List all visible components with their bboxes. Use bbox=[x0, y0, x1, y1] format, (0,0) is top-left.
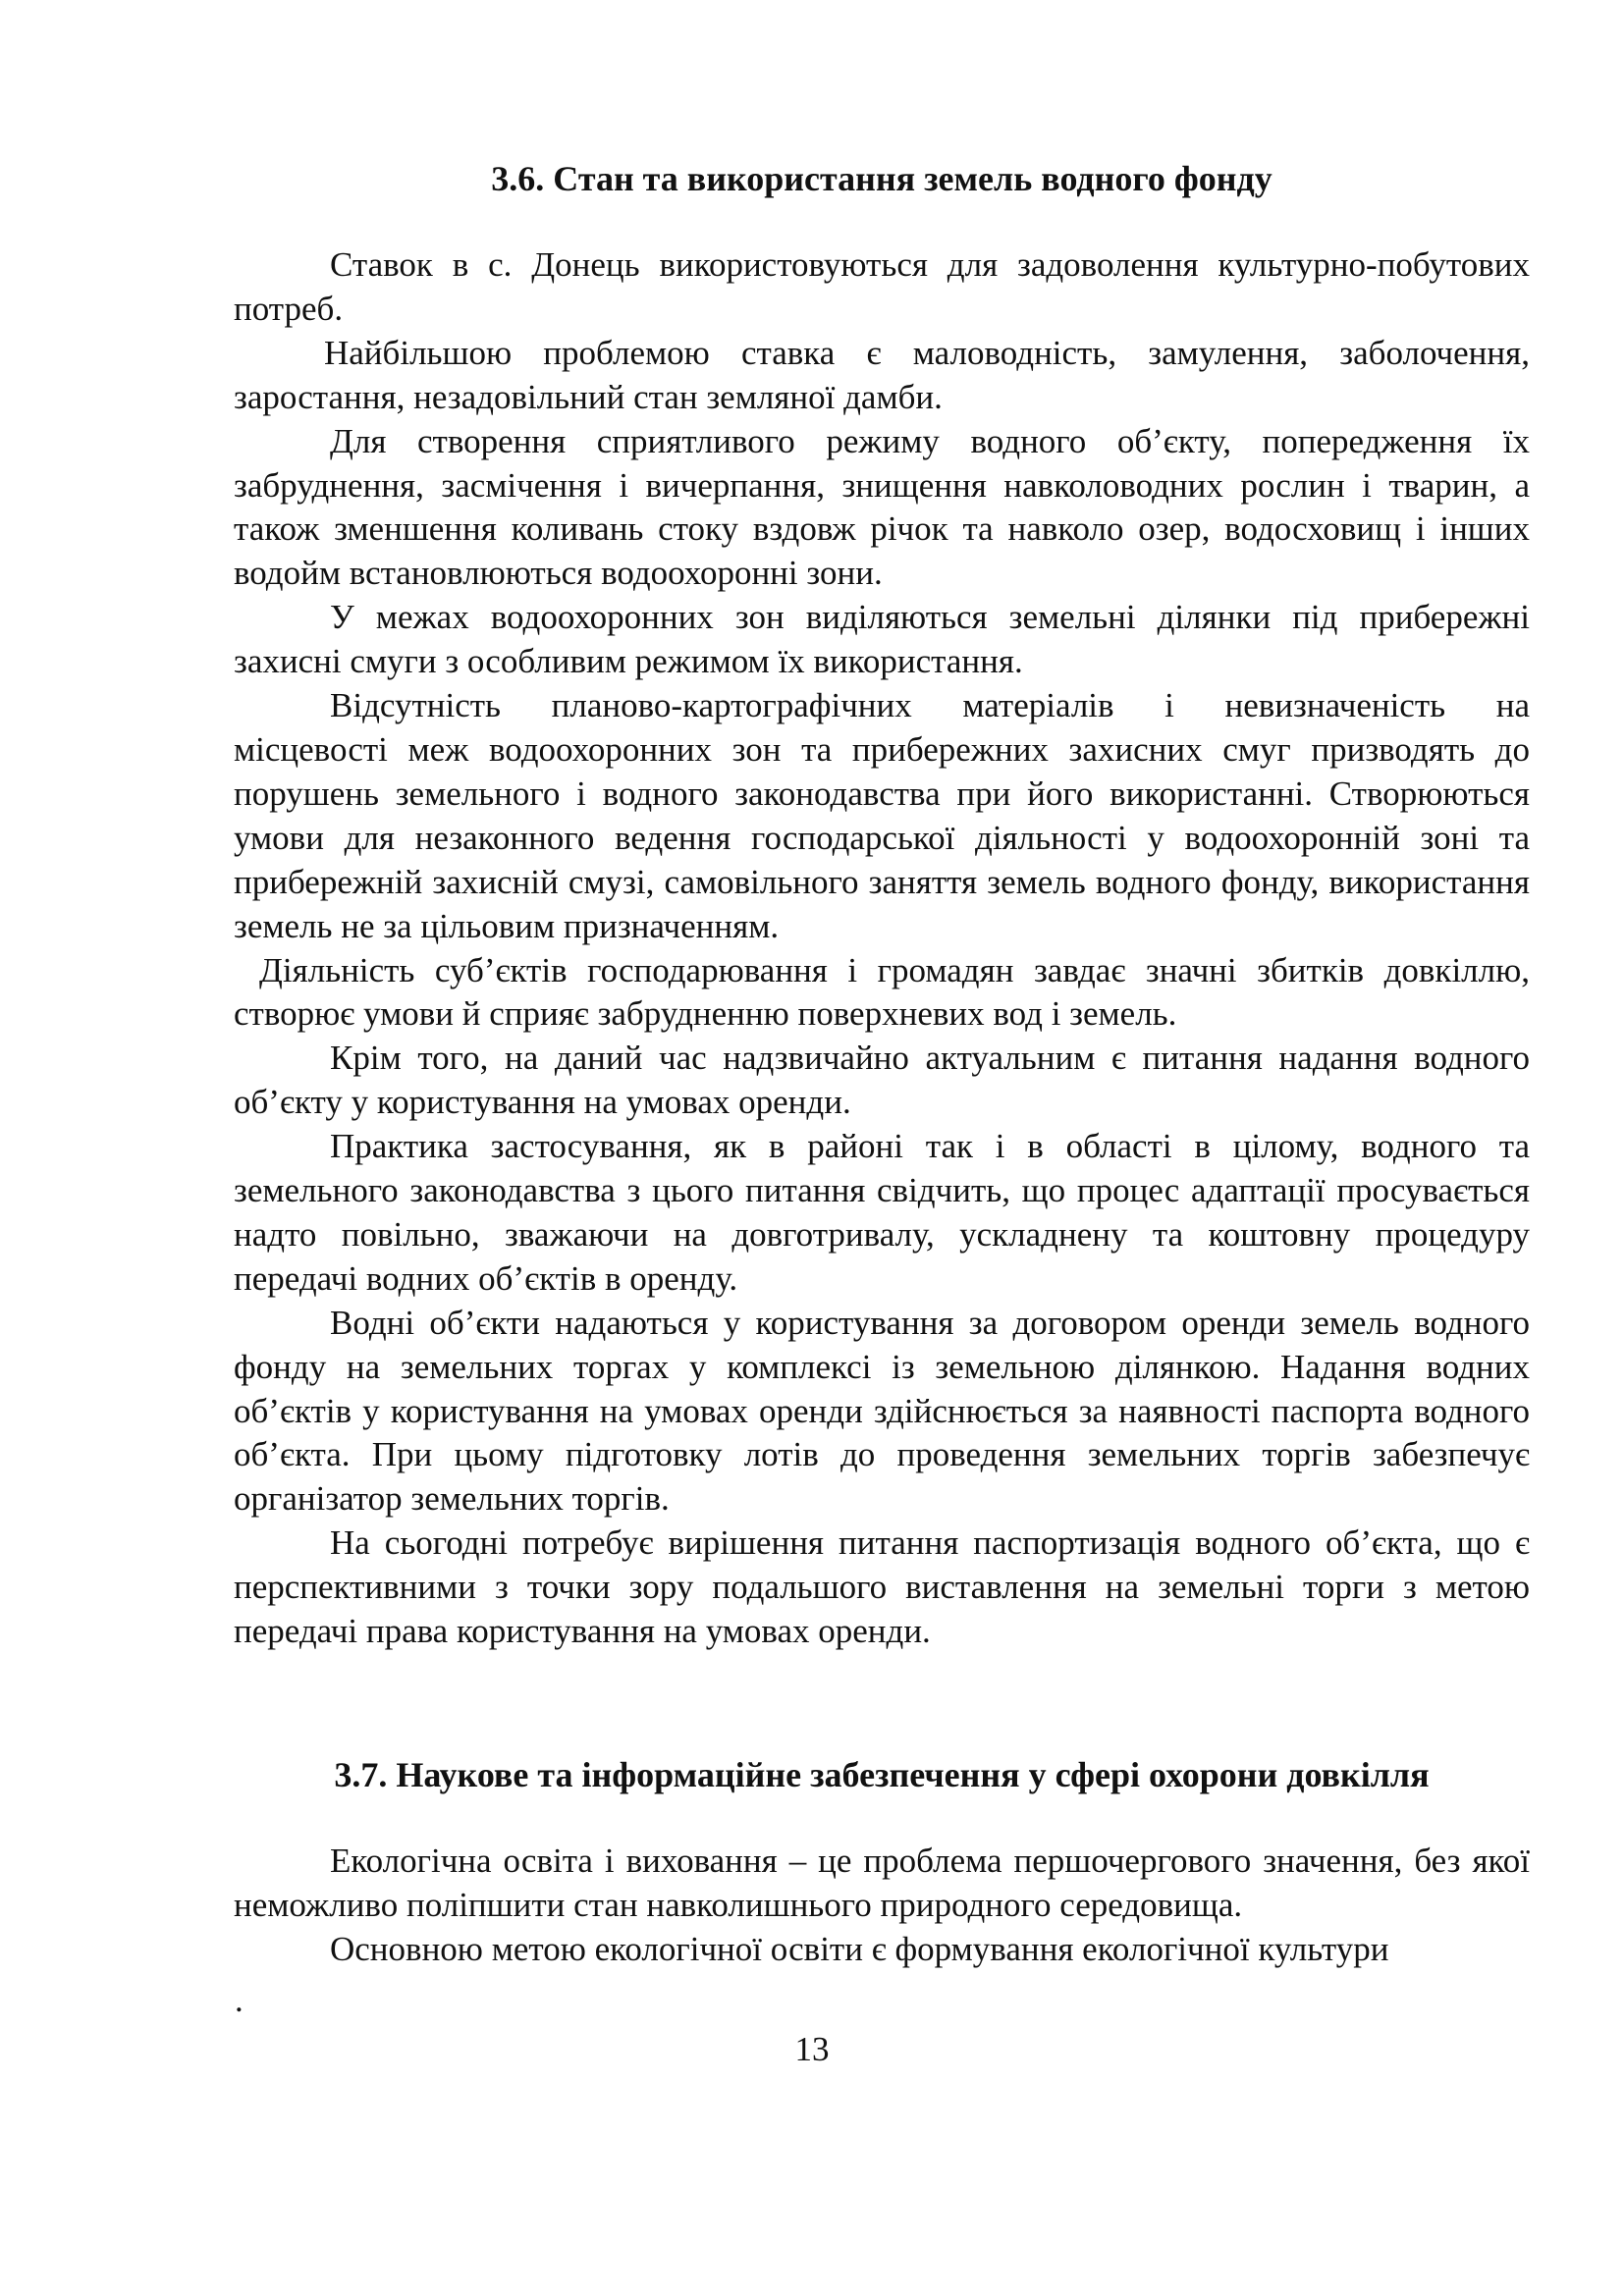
paragraph: Для створення сприятливого режиму водного об’єкту, попередження їх забруднення, засмічення і вичерпання, знищення навколоводних рослин і тварин, а також зменшення коливань стоку вздовж річок та навколо озер, водосховищ і інших водойм встановлюються водоохоронні зони. bbox=[234, 421, 1530, 593]
paragraph: Водні об’єкти надаються у користування за договором оренди земель водного фонду на земельних торгах у комплексі із земельною ділянкою. Надання водних об’єктів у користування на умовах оренди здійснюється за наявності паспорта водного об’єкта. При цьому підготовку лотів до проведення земельних торгів забезпечує організатор земельних торгів. bbox=[234, 1303, 1530, 1519]
trailing-mark: . bbox=[235, 1981, 244, 2019]
paragraph bbox=[234, 684, 1530, 728]
page-number: 13 bbox=[794, 2030, 830, 2068]
section-heading-3-6: 3.6. Стан та використання земель водного фонду bbox=[491, 159, 1272, 198]
paragraph: У межах водоохоронних зон виділяються земельні ділянки під прибережні захисні смуги з особливим режимом їх використання. bbox=[234, 598, 1530, 681]
paragraph: Екологічна освіта і виховання – це проблема першочергового значення, без якої неможливо поліпшити стан навколишнього природного середовища. bbox=[234, 1842, 1530, 1924]
paragraph: Основною метою екологічної освіти є формування екологічної культури bbox=[330, 1929, 1389, 1968]
paragraph: Ставок в с. Донець використовуються для задоволення культурно-побутових потреб. bbox=[234, 245, 1530, 328]
section-heading-3-7: 3.7. Наукове та інформаційне забезпечення у сфері охорони довкілля bbox=[334, 1755, 1430, 1794]
paragraph: Практика застосування, як в районі так і в області в цілому, водного та земельного законодавства з цього питання свідчить, що процес адаптації просувається надто повільно, зважаючи на довготривалу, ускладнену та коштовну процедуру передачі водних об’єктів в оренду. bbox=[234, 1127, 1530, 1298]
paragraph: Крім того, на даний час надзвичайно актуальним є питання надання водного об’єкту у користування на умовах оренди. bbox=[234, 1039, 1530, 1122]
section-body-3-6 bbox=[234, 243, 1530, 1654]
paragraph-line: Відсутність планово-картографічних матеріалів і невизначеність на bbox=[330, 686, 1530, 725]
section-body-3-7 bbox=[234, 1840, 1530, 1972]
paragraph: На сьогодні потребує вирішення питання паспортизація водного об’єкта, що є перспективними з точки зору подальшого виставлення на земельні торги з метою передачі права користування на умовах оренди. bbox=[234, 1523, 1530, 1651]
paragraph: Діяльність суб’єктів господарювання і громадян завдає значні збитків довкіллю, створює умови й сприяє забрудненню поверхневих вод і земель. bbox=[234, 950, 1530, 1034]
paragraph: місцевості меж водоохоронних зон та прибережних захисних смуг призводять до порушень земельного і водного законодавства при його використанні. Створюються умови для незаконного ведення господарської діяльності у водоохоронній зоні та прибережній захисній смузі, самовільного заняття земель водного фонду, використання земель не за цільовим призначенням. bbox=[234, 729, 1530, 945]
paragraph: Найбільшою проблемою ставка є маловодність, замулення, заболочення, заростання, незадовільний стан земляної дамби. bbox=[234, 333, 1530, 416]
